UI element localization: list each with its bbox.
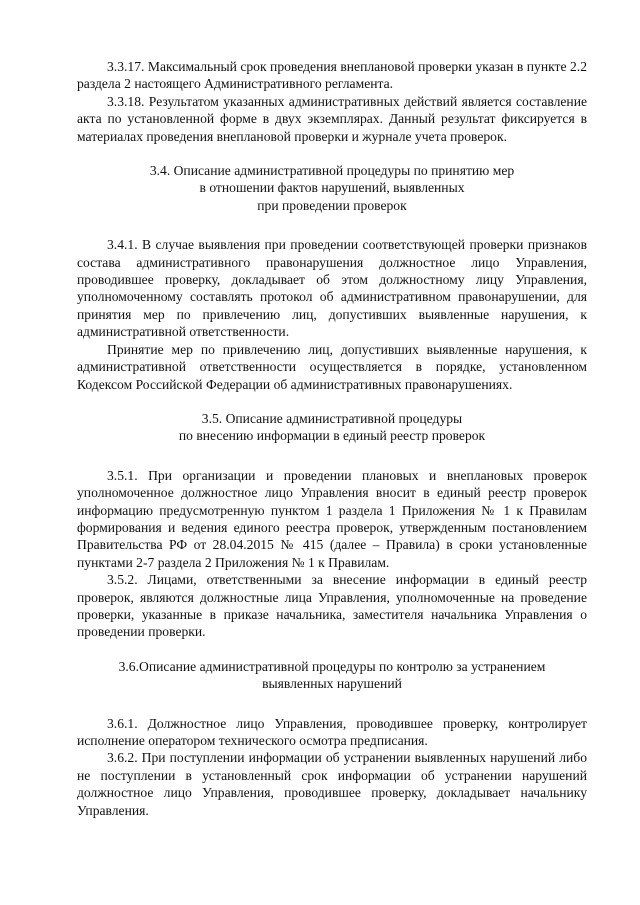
heading-3-5 bbox=[77, 410, 587, 445]
heading-3-4 bbox=[77, 162, 587, 214]
paragraph-3-5-1: 3.5.1. При организации и проведении плановых и внеплановых проверок уполномоченное должностное лицо Управления вносит в единый реестр проверок информацию предусмотренную пунктом 1 раздела 1 Приложения № 1 к Правилам формирования и ведения единого реестра проверок, утвержденным постановлением Правительства РФ от 28.04.2015 № 415 (далее – Правила) в сроки установленные пунктами 2-7 раздела 2 Приложения № 1 к Правилам. bbox=[77, 467, 587, 570]
heading-3-6 bbox=[77, 658, 587, 693]
paragraph-3-5-2: 3.5.2. Лицами, ответственными за внесение информации в единый реестр проверок, являются должностные лица Управления, уполномоченные на проведение проверки, указанные в приказе начальника, заместителя начальника Управления о проведении проверки. bbox=[77, 572, 587, 640]
heading-3-4-line-1: 3.4. Описание административной процедуры по принятию мер bbox=[149, 163, 515, 179]
paragraph-3-3-18: 3.3.18. Результатом указанных административных действий является составление акта по установленной форме в двух экземплярах. Данный результат фиксируется в материалах проведения внеплановой проверки и журнале учета проверок. bbox=[77, 93, 587, 144]
heading-3-4-line-3: при проведении проверок bbox=[257, 197, 407, 213]
paragraph-3-4-measures: Принятие мер по привлечению лиц, допустивших выявленные нарушения, к административной ответственности осуществляется в порядке, установленном Кодексом Российской Федерации об административных правонарушениях. bbox=[77, 341, 587, 392]
heading-3-6-line-1: 3.6.Описание административной процедуры по контролю за устранением bbox=[118, 658, 546, 674]
paragraph-3-3-17: 3.3.17. Максимальный срок проведения внеплановой проверки указан в пункте 2.2 раздела 2 настоящего Административного регламента. bbox=[77, 59, 587, 92]
heading-3-5-line-2: по внесению информации в единый реестр проверок bbox=[178, 428, 486, 444]
paragraph-3-6-1: 3.6.1. Должностное лицо Управления, проводившее проверку, контролирует исполнение оператором технического осмотра предписания. bbox=[77, 715, 587, 748]
paragraph-3-4-1: 3.4.1. В случае выявления при проведении соответствующей проверки признаков состава административного правонарушения должностное лицо Управления, проводившее проверку, докладывает об этом должностному лицу Управления, уполномоченному составлять протокол об административном правонарушении, для принятия мер по привлечению лиц, допустивших выявленные нарушения, к административной ответственности. bbox=[77, 237, 587, 340]
heading-3-4-line-2: в отношении фактов нарушений, выявленных bbox=[199, 180, 465, 196]
paragraph-3-6-2: 3.6.2. При поступлении информации об устранении выявленных нарушений либо не поступлении в установленный срок информации об устранении нарушений должностное лицо Управления, проводившее проверку, докладывает начальнику Управления. bbox=[77, 750, 587, 818]
document-page bbox=[77, 58, 587, 819]
heading-3-6-line-2: выявленных нарушений bbox=[262, 676, 402, 692]
heading-3-5-line-1: 3.5. Описание административной процедуры bbox=[201, 410, 463, 426]
